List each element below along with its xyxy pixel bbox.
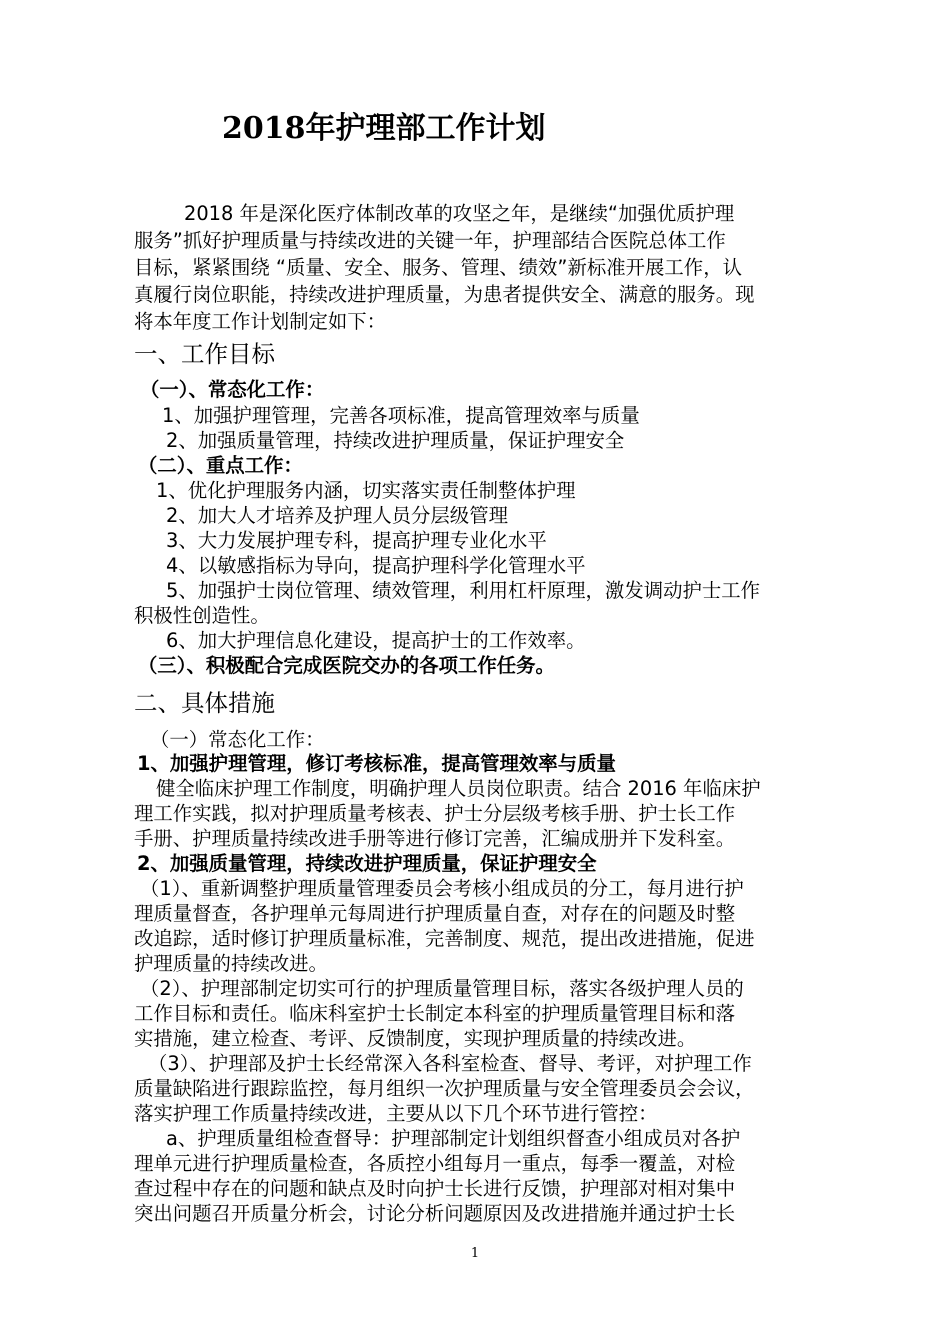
subsection-heading: （三）、积极配合完成医院交办的各项工作任务。 [138, 654, 555, 677]
intro-line: 服务”抓好护理质量与持续改进的关键一年，护理部结合医院总体工作 [134, 229, 726, 252]
paragraph-line: 理单元进行护理质量检查，各质控小组每月一重点，每季一覆盖，对检 [134, 1152, 736, 1175]
paragraph-line: 落实护理工作质量持续改进，主要从以下几个环节进行管控： [134, 1102, 658, 1125]
section-heading: 一、工作目标 [134, 340, 275, 368]
paragraph-line: 质量缺陷进行跟踪监控，每月组织一次护理质量与安全管理委员会会议， [134, 1077, 755, 1100]
paragraph-line: 实措施，建立检查、考评、反馈制度，实现护理质量的持续改进。 [134, 1027, 697, 1050]
intro-line: 目标，紧紧围绕 “质量、安全、服务、管理、绩效”新标准开展工作，认 [134, 256, 742, 279]
document-title: 2018年护理部工作计划 [222, 111, 546, 146]
section-heading: 二、具体措施 [134, 689, 275, 717]
paragraph-line: 护理质量的持续改进。 [134, 952, 328, 975]
subsection-heading: （一）、常态化工作： [140, 378, 325, 401]
paragraph-line: （1）、重新调整护理质量管理委员会考核小组成员的分工，每月进行护 [140, 877, 744, 900]
paragraph-line: 改追踪，适时修订护理质量标准，完善制度、规范，提出改进措施，促进 [134, 927, 755, 950]
page-number: 1 [470, 1246, 480, 1261]
list-item: 5、加强护士岗位管理、绩效管理，利用杠杆原理，激发调动护士工作 [166, 579, 761, 602]
paragraph-line: 手册、护理质量持续改进手册等进行修订完善，汇编成册并下发科室。 [134, 827, 736, 850]
list-item: 积极性创造性。 [134, 604, 270, 627]
list-item: 2、加大人才培养及护理人员分层级管理 [166, 504, 508, 527]
intro-line: 真履行岗位职能，持续改进护理质量，为患者提供安全、满意的服务。现 [134, 283, 755, 306]
paragraph-line: 健全临床护理工作制度，明确护理人员岗位职责。结合 2016 年临床护 [156, 777, 761, 800]
list-item: 4、以敏感指标为导向，提高护理科学化管理水平 [166, 554, 586, 577]
list-item: 6、加大护理信息化建设，提高护士的工作效率。 [166, 629, 586, 652]
list-item: 3、大力发展护理专科，提高护理专业化水平 [166, 529, 547, 552]
item-heading: 2、加强质量管理，持续改进护理质量，保证护理安全 [137, 852, 597, 875]
paragraph-line: 工作目标和责任。临床科室护士长制定本科室的护理质量管理目标和落 [134, 1002, 736, 1025]
paragraph-line: a、护理质量组检查督导：护理部制定计划组织督查小组成员对各护 [166, 1127, 741, 1150]
paragraph-line: 突出问题召开质量分析会，讨论分析问题原因及改进措施并通过护士长 [134, 1202, 736, 1225]
item-heading: 1、加强护理管理，修订考核标准，提高管理效率与质量 [137, 752, 616, 775]
list-item: 1、加强护理管理，完善各项标准，提高管理效率与质量 [162, 404, 640, 427]
subsection-heading: （二）、重点工作： [138, 454, 303, 477]
list-item: 2、加强质量管理，持续改进护理质量，保证护理安全 [166, 429, 625, 452]
list-item: 1、优化护理服务内涵，切实落实责任制整体护理 [156, 479, 576, 502]
subsection-heading: （一）常态化工作： [150, 728, 325, 751]
intro-line: 将本年度工作计划制定如下： [134, 310, 387, 333]
intro-line: 2018 年是深化医疗体制改革的攻坚之年，是继续“加强优质护理 [184, 202, 735, 225]
paragraph-line: （3）、护理部及护士长经常深入各科室检查、督导、考评，对护理工作 [148, 1052, 752, 1075]
paragraph-line: 理工作实践，拟对护理质量考核表、护士分层级考核手册、护士长工作 [134, 802, 736, 825]
paragraph-line: 理质量督查，各护理单元每周进行护理质量自查，对存在的问题及时整 [134, 902, 736, 925]
paragraph-line: （2）、护理部制定切实可行的护理质量管理目标，落实各级护理人员的 [140, 977, 744, 1000]
paragraph-line: 查过程中存在的问题和缺点及时向护士长进行反馈，护理部对相对集中 [134, 1177, 736, 1200]
